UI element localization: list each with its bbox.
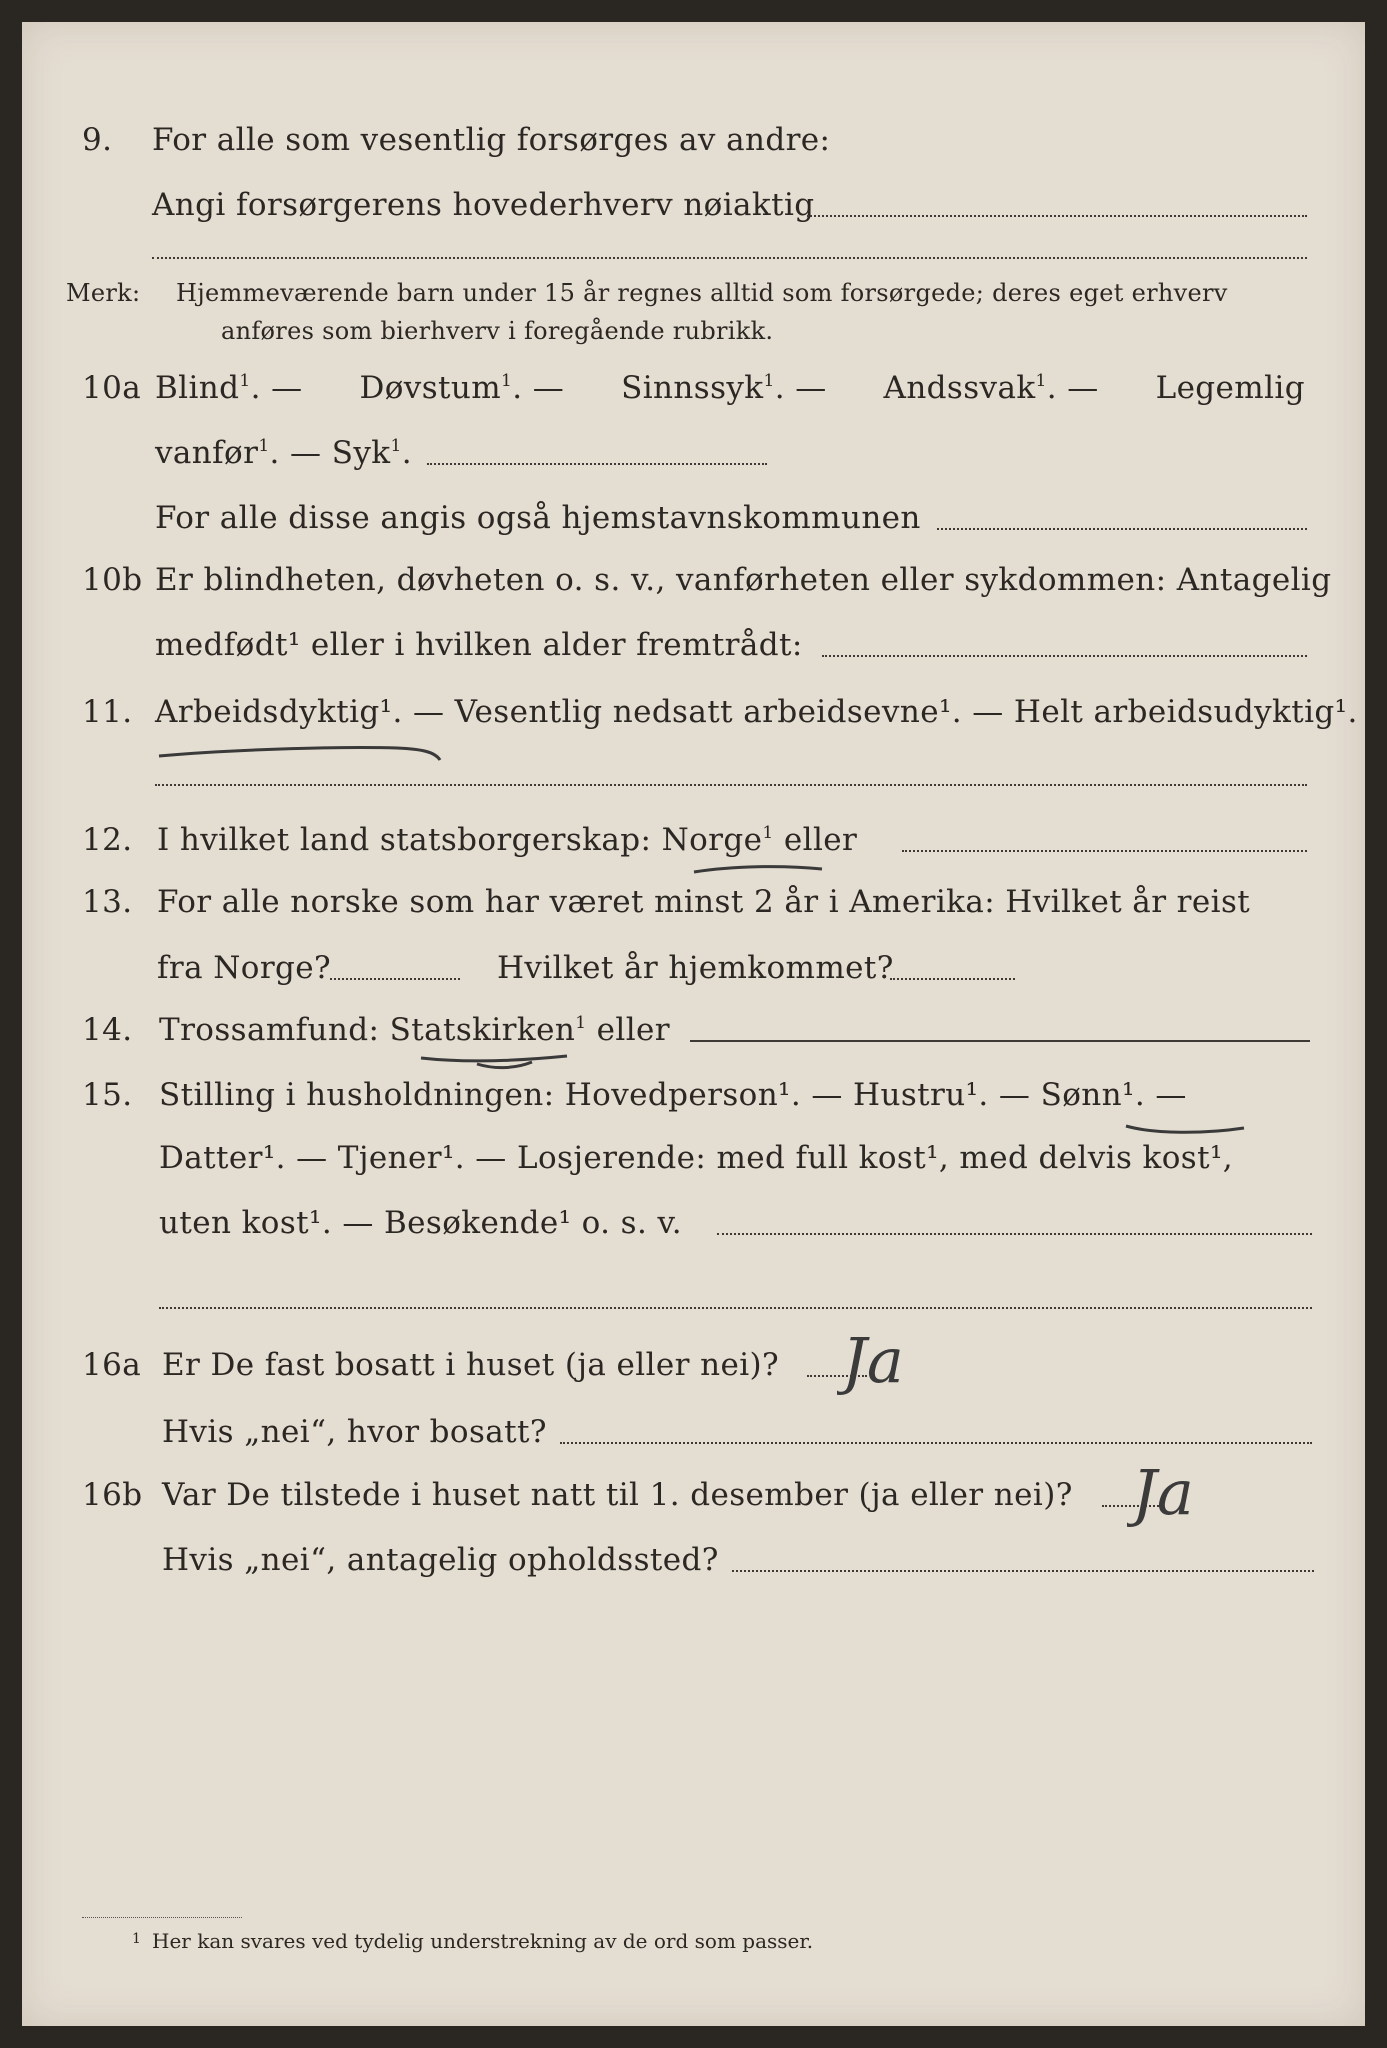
answer-line[interactable] bbox=[937, 528, 1307, 530]
question-10b bbox=[22, 562, 1365, 614]
option-dovstum[interactable]: Døvstum bbox=[359, 370, 502, 406]
question-11 bbox=[22, 694, 1365, 746]
question-text: vanfør$^1$. — Syk$^1$. bbox=[155, 435, 412, 471]
svg-text:Ja: Ja bbox=[842, 1324, 904, 1397]
question-number: 15. bbox=[82, 1077, 133, 1113]
handwritten-underline-arbeidsdyktig bbox=[157, 740, 447, 770]
answer-line[interactable] bbox=[807, 215, 1307, 217]
answer-line[interactable] bbox=[822, 655, 1307, 657]
question-text: uten kost¹. — Besøkende¹ o. s. v. bbox=[159, 1205, 682, 1241]
answer-line[interactable] bbox=[717, 1233, 1312, 1235]
question-text: Er blindheten, døvheten o. s. v., vanførheten eller sykdommen: Antagelig bbox=[155, 562, 1332, 598]
question-text: Var De tilstede i huset natt til 1. desember (ja eller nei)? bbox=[162, 1477, 1073, 1513]
answer-line[interactable] bbox=[890, 978, 1015, 980]
question-number: 16b bbox=[82, 1477, 143, 1513]
note-label: Merk: bbox=[66, 279, 141, 307]
question-15-line-2 bbox=[22, 1140, 1365, 1192]
question-number: 12. bbox=[82, 822, 133, 858]
question-text: Er De fast bosatt i huset (ja eller nei)? bbox=[162, 1347, 780, 1383]
question-10a bbox=[22, 370, 1365, 422]
note-text: Hjemmeværende barn under 15 år regnes alltid som forsørgede; deres eget erhverv bbox=[176, 279, 1228, 307]
question-number: 13. bbox=[82, 884, 133, 920]
question-text: For alle som vesentlig forsørges av andre: bbox=[152, 122, 831, 158]
question-13 bbox=[22, 884, 1365, 936]
question-text: medfødt¹ eller i hvilken alder fremtrådt: bbox=[155, 627, 803, 663]
footnote bbox=[132, 1929, 814, 1953]
question-text: Datter¹. — Tjener¹. — Losjerende: med full kost¹, med delvis kost¹, bbox=[159, 1140, 1234, 1176]
census-form-page bbox=[22, 22, 1365, 2026]
handwritten-answer-16b bbox=[1127, 1452, 1297, 1542]
option-blind[interactable]: Blind bbox=[155, 370, 240, 406]
question-text: For alle disse angis også hjemstavnskommunen bbox=[155, 500, 921, 536]
question-number: 9. bbox=[82, 122, 113, 158]
question-text: Hvis „nei“, hvor bosatt? bbox=[162, 1414, 547, 1450]
answer-line[interactable] bbox=[159, 1307, 1312, 1309]
question-text: Stilling i husholdningen: Hovedperson¹. — Hustru¹. — Sønn¹. — bbox=[159, 1077, 1187, 1113]
footnote-rule bbox=[82, 1917, 242, 1918]
footnote-mark: 1 bbox=[132, 1931, 141, 1947]
question-number: 10a bbox=[82, 370, 142, 406]
answer-line[interactable] bbox=[152, 257, 1307, 259]
question-16a bbox=[22, 1347, 1365, 1399]
option-vanfor[interactable]: vanfør bbox=[155, 435, 259, 471]
question-14 bbox=[22, 1012, 1365, 1064]
answer-line[interactable] bbox=[732, 1570, 1314, 1572]
answer-line[interactable] bbox=[690, 1040, 1310, 1042]
question-9 bbox=[22, 122, 1365, 174]
option-legemlig[interactable]: Legemlig bbox=[1155, 370, 1305, 406]
footnote-text: Her kan svares ved tydelig understrekning av de ord som passer. bbox=[152, 1929, 814, 1953]
question-options: Blind$^1$. — Døvstum$^1$. — Sinnssyk$^1$. — Andssvak$^1$. — Legemlig bbox=[155, 370, 1305, 406]
answer-line[interactable] bbox=[155, 784, 1307, 786]
handwritten-underline-norge bbox=[692, 860, 827, 880]
answer-line[interactable] bbox=[427, 463, 767, 465]
question-text: Trossamfund: Statskirken$^1$ eller bbox=[159, 1012, 671, 1048]
question-text: Arbeidsdyktig¹. — Vesentlig nedsatt arbeidsevne¹. — Helt arbeidsudyktig¹. bbox=[155, 694, 1358, 730]
question-number: 11. bbox=[82, 694, 133, 730]
question-15-line-3 bbox=[22, 1205, 1365, 1257]
option-syk[interactable]: Syk bbox=[331, 435, 391, 471]
question-number: 14. bbox=[82, 1012, 133, 1048]
answer-line[interactable] bbox=[330, 978, 460, 980]
svg-text:Ja: Ja bbox=[1132, 1456, 1194, 1529]
note-merk bbox=[66, 279, 1316, 349]
handwritten-answer-16a bbox=[837, 1320, 997, 1410]
question-10a-line-2 bbox=[22, 435, 1365, 487]
answer-line[interactable] bbox=[902, 850, 1307, 852]
question-text: I hvilket land statsborgerskap: Norge$^1$ eller bbox=[157, 822, 858, 858]
question-number: 10b bbox=[82, 562, 143, 598]
question-16b-line-2 bbox=[22, 1542, 1365, 1594]
question-10b-line-2 bbox=[22, 627, 1365, 679]
question-10a-line-3 bbox=[22, 500, 1365, 552]
option-andssvak[interactable]: Andssvak bbox=[883, 370, 1036, 406]
question-13-line-2 bbox=[22, 950, 1365, 1002]
question-text: For alle norske som har været minst 2 år i Amerika: Hvilket år reist bbox=[157, 884, 1251, 920]
question-text: Angi forsørgerens hovederhverv nøiaktig bbox=[152, 187, 815, 223]
question-9-line-2 bbox=[22, 187, 1365, 239]
option-sinnssyk[interactable]: Sinnssyk bbox=[621, 370, 764, 406]
option-norge[interactable]: Norge bbox=[661, 822, 763, 858]
handwritten-underline-statskirken bbox=[417, 1050, 577, 1076]
answer-line[interactable] bbox=[560, 1442, 1312, 1444]
question-text: fra Norge? bbox=[157, 950, 332, 986]
option-statskirken[interactable]: Statskirken bbox=[389, 1012, 576, 1048]
question-number: 16a bbox=[82, 1347, 142, 1383]
question-text: Hvis „nei“, antagelig opholdssted? bbox=[162, 1542, 719, 1578]
handwritten-underline-sonn bbox=[1124, 1120, 1249, 1140]
question-text: Hvilket år hjemkommet? bbox=[497, 950, 894, 986]
note-text: anføres som bierhverv i foregående rubrikk. bbox=[221, 317, 774, 345]
